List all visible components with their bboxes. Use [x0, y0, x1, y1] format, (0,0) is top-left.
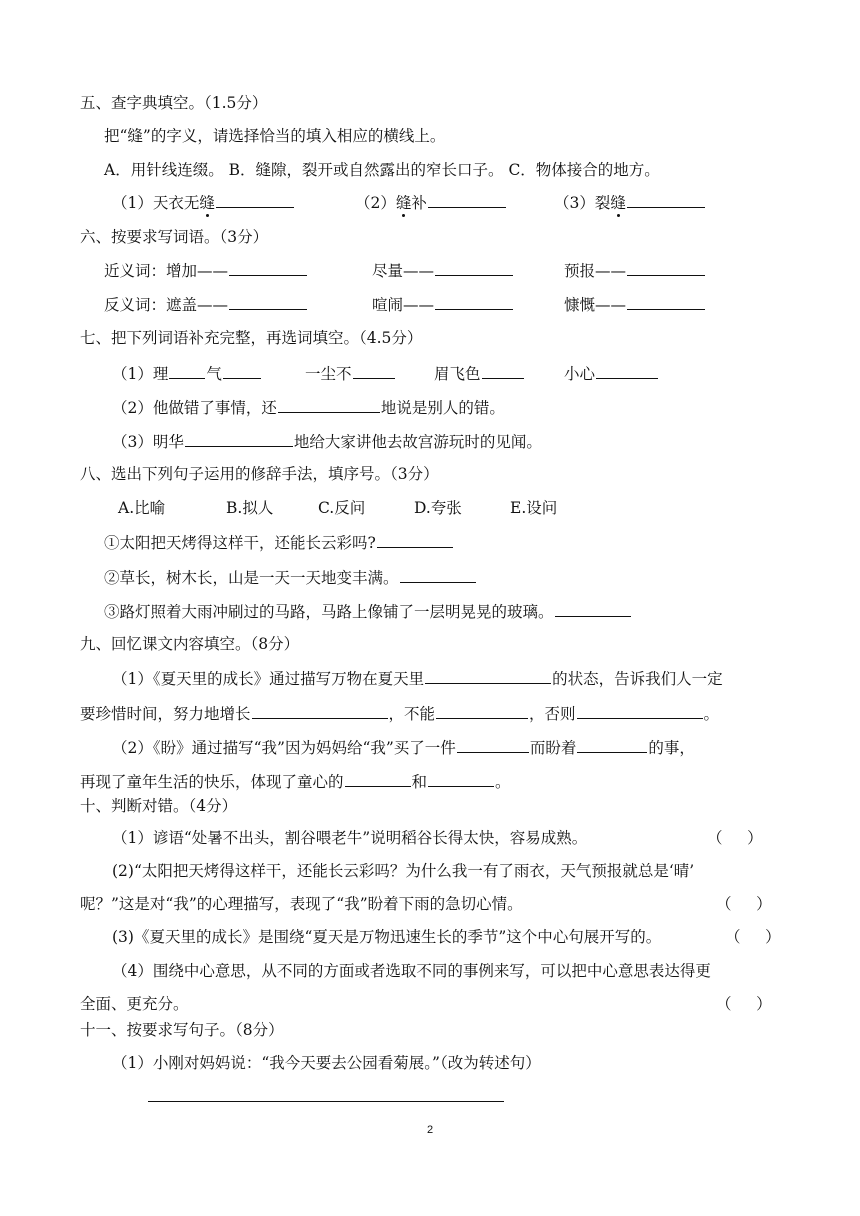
section-11-heading: 十一、按要求写句子。（8分） — [80, 1021, 284, 1039]
judge-item-3: (3)《夏天里的成长》是围绕“夏天是万物迅速生长的季节”这个中心句展开写的。 — [112, 928, 662, 946]
rhetoric-option-c: C.反问 — [318, 499, 366, 517]
answer-blank[interactable] — [400, 566, 476, 583]
section-9-q1-line1: （1）《夏天里的成长》通过描写万物在夏天里 的状态，告诉我们人一定 — [112, 667, 723, 690]
judge-item-4-line2: 全面、更充分。 — [80, 995, 189, 1013]
antonym-3: 慷慨—— — [564, 293, 706, 316]
judge-item-2-line1: (2)“太阳把天烤得这样干，还能长云彩吗？为什么我一有了雨衣，天气预报就总是‘晴’ — [112, 862, 695, 880]
section-5-heading: 五、查字典填空。（1.5分） — [80, 94, 268, 112]
answer-blank[interactable] — [435, 293, 513, 310]
section-5-options: A．用针线连缀。 B．缝隙，裂开或自然露出的窄长口子。 C．物体接合的地方。 — [104, 161, 660, 179]
section-5-item-1: （1）天衣无缝 — [112, 191, 295, 214]
synonym-2: 尽量—— — [372, 259, 514, 282]
answer-blank[interactable] — [425, 667, 551, 684]
rhetoric-sentence-3: ③路灯照着大雨冲刷过的马路，马路上像铺了一层明晃晃的玻璃。 — [104, 600, 632, 623]
answer-blank[interactable] — [482, 362, 524, 379]
page-number: 2 — [426, 1124, 434, 1136]
answer-blank[interactable] — [223, 362, 261, 379]
answer-blank[interactable] — [278, 396, 380, 413]
answer-blank[interactable] — [555, 600, 631, 617]
answer-blank[interactable] — [596, 362, 658, 379]
idiom-3: 眉飞色 — [434, 362, 525, 385]
answer-blank[interactable] — [377, 531, 453, 548]
answer-blank[interactable] — [252, 702, 388, 719]
answer-blank[interactable] — [627, 259, 705, 276]
judge-answer-4[interactable]: （ ） — [716, 995, 772, 1013]
judge-item-1: （1）谚语“处暑不出头，割谷喂老牛”说明稻谷长得太快，容易成熟。 — [112, 829, 588, 847]
rhetoric-sentence-2: ②草长，树木长，山是一天一天地变丰满。 — [104, 566, 477, 589]
answer-blank[interactable] — [216, 191, 294, 208]
section-7-q2: （2）他做错了事情，还 地说是别人的错。 — [112, 396, 505, 419]
section-7-q3: （3）明华 地给大家讲他去故宫游玩时的见闻。 — [112, 430, 542, 453]
section-9-q2-line2: 再现了童年生活的快乐，体现了童心的 和 。 — [80, 770, 511, 793]
answer-blank[interactable] — [627, 293, 705, 310]
rhetoric-option-e: E.设问 — [510, 499, 558, 517]
antonym-2: 喧闹—— — [372, 293, 514, 316]
judge-answer-2[interactable]: （ ） — [716, 895, 772, 913]
section-7-heading: 七、把下列词语补充完整，再选词填空。（4.5分） — [80, 329, 423, 347]
answer-blank[interactable] — [436, 702, 528, 719]
answer-blank[interactable] — [345, 770, 411, 787]
section-10-heading: 十、判断对错。（4分） — [80, 797, 238, 815]
rhetoric-option-a: A.比喻 — [118, 499, 166, 517]
section-9-q1-line2: 要珍惜时间，努力地增长 ，不能 ，否则 。 — [80, 702, 719, 725]
synonym-3: 预报—— — [564, 259, 706, 282]
antonym-1: 反义词：遮盖—— — [104, 293, 308, 316]
answer-blank[interactable] — [185, 430, 293, 447]
judge-item-4-line1: （4）围绕中心意思，从不同的方面或者选取不同的事例来写，可以把中心意思表达得更 — [112, 962, 711, 980]
section-6-heading: 六、按要求写词语。（3分） — [80, 228, 269, 246]
answer-blank[interactable] — [229, 293, 307, 310]
answer-blank[interactable] — [435, 259, 513, 276]
section-9-q2-line1: （2）《盼》通过描写“我”因为妈妈给“我”买了一件 而盼着 的事， — [112, 736, 695, 759]
judge-answer-3[interactable]: （ ） — [725, 928, 781, 946]
answer-blank[interactable] — [577, 702, 703, 719]
section-9-heading: 九、回忆课文内容填空。（8分） — [80, 635, 300, 653]
section-11-q1: （1）小刚对妈妈说：“我今天要去公园看菊展。”（改为转述句） — [112, 1054, 541, 1072]
answer-writing-line[interactable] — [148, 1101, 504, 1102]
section-5-item-3: （3）裂缝 — [554, 191, 706, 214]
section-5-item-2: （2）缝补 — [355, 191, 507, 214]
rhetoric-option-b: B.拟人 — [226, 499, 274, 517]
rhetoric-sentence-1: ①太阳把天烤得这样干，还能长云彩吗? — [104, 531, 454, 554]
answer-blank[interactable] — [627, 191, 705, 208]
judge-item-2-line2: 呢？”这是对“我”的心理描写，表现了“我”盼着下雨的急切心情。 — [80, 895, 523, 913]
answer-blank[interactable] — [428, 191, 506, 208]
answer-blank[interactable] — [428, 770, 494, 787]
judge-answer-1[interactable]: （ ） — [707, 829, 763, 847]
answer-blank[interactable] — [353, 362, 395, 379]
idiom-2: 一尘不 — [305, 362, 396, 385]
answer-blank[interactable] — [577, 736, 647, 753]
synonym-1: 近义词：增加—— — [104, 259, 308, 282]
section-8-heading: 八、选出下列句子运用的修辞手法，填序号。（3分） — [80, 465, 439, 483]
answer-blank[interactable] — [229, 259, 307, 276]
idiom-4: 小心 — [564, 362, 659, 385]
section-5-instruction: 把“缝”的字义，请选择恰当的填入相应的横线上。 — [104, 127, 446, 145]
answer-blank[interactable] — [169, 362, 205, 379]
rhetoric-option-d: D.夸张 — [414, 499, 462, 517]
idiom-1: （1）理 气 — [112, 362, 262, 385]
answer-blank[interactable] — [457, 736, 529, 753]
